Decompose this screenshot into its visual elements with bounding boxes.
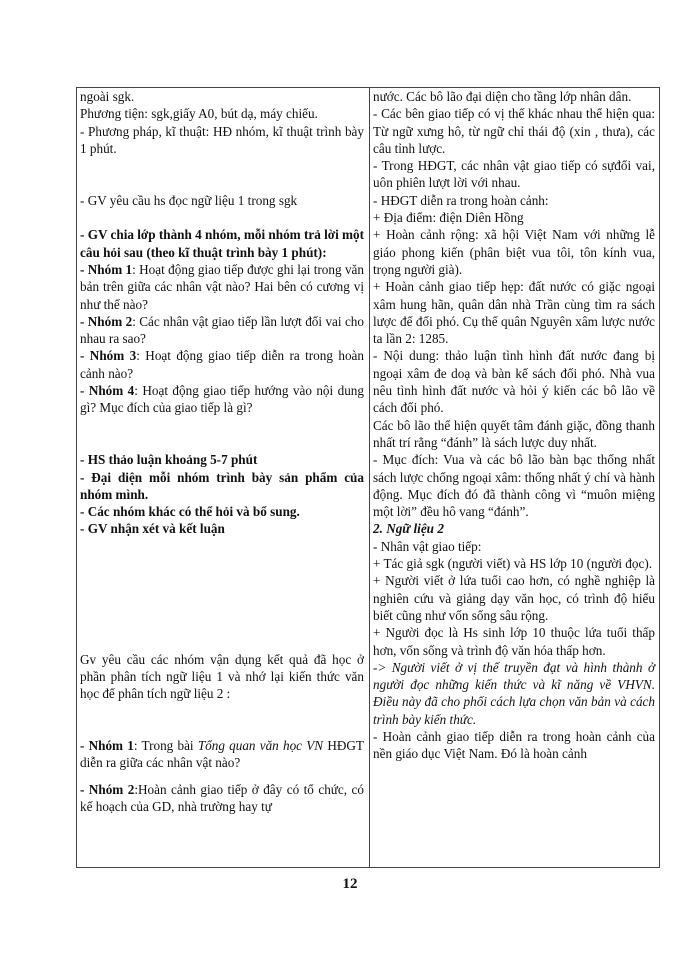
paragraph: - Nội dung: thảo luận tình hình đất nước đang bị ngoại xâm đe doạ và bàn kế sách đối phó. Nhà vua nêu tình hình đất nước và hỏi ý kiến các bô lão về cách đối phó. (373, 348, 655, 416)
paragraph: ngoài sgk. (80, 89, 135, 104)
paragraph: nước. Các bô lão đại diện cho tầng lớp nhân dân. (373, 89, 632, 104)
group-question: - Nhóm 3: Hoạt động giao tiếp diễn ra trong hoàn cảnh nào? (80, 348, 364, 381)
group-label: - Nhóm 2 (80, 313, 133, 329)
group-label: - Nhóm 1 (80, 261, 133, 277)
column-divider (369, 88, 370, 867)
lesson-table (76, 87, 660, 868)
bold-instruction: - Đại diện mỗi nhóm trình bày sản phẩm của nhóm mình. (80, 469, 364, 502)
paragraph: - Trong HĐGT, các nhân vật giao tiếp có sựđổi vai, uôn phiên lượt lời với nhau. (373, 158, 655, 191)
paragraph: - GV yêu cầu hs đọc ngữ liệu 1 trong sgk (80, 192, 298, 208)
group-label: - Nhóm 2 (80, 781, 135, 797)
group-question: - Nhóm 2:Hoàn cảnh giao tiếp ở đây có tổ chức, có kế hoạch của GD, nhà trường hay tự (80, 781, 364, 814)
group-question: - Nhóm 2: Các nhân vật giao tiếp lần lượt đổi vai cho nhau ra sao? (80, 313, 364, 347)
paragraph: - Nhân vật giao tiếp: (373, 538, 482, 554)
paragraph: + Hoàn cảnh giao tiếp hẹp: đất nước có giặc ngoại xâm hung hãn, quân dân nhà Trần cùng tìm ra sách lược để đối phó. Cụ thể quân Nguyên xâm lược nước ta lần 2: 1285. (373, 279, 655, 347)
paragraph: + Người viết ở lứa tuổi cao hơn, có nghề nghiệp là nghiên cứu và giảng dạy văn học, có trình độ hiểu biết cũng như vốn sống sâu rộng. (373, 573, 655, 623)
paragraph: Phương tiện: sgk,giấy A0, bút dạ, máy chiếu. (80, 106, 318, 122)
conclusion-paragraph: -> Người viết ở vị thế truyền đạt và hình thành ở người đọc những kiến thức và kĩ năng về VHVN. Điều này đã cho phối cách lựa chọn văn bản và cách trình bày kiến thức. (373, 659, 655, 727)
paragraph: + Địa điểm: điện Diên Hồng (373, 210, 524, 226)
group-question: - Nhóm 1: Hoạt động giao tiếp được ghi lại trong văn bản trên giữa các nhân vật nào? Hai bên có cương vị như thế nào? (80, 261, 364, 312)
paragraph: Gv yêu cầu các nhóm vận dụng kết quả đã học ở phần phân tích ngữ liệu 1 và nhớ lại kiến thức văn học để phân tích ngữ liệu 2 : (80, 651, 364, 702)
section-heading: 2. Ngữ liệu 2 (373, 521, 444, 537)
group-label: - Nhóm 4 (80, 383, 135, 399)
bold-instruction: - HS thảo luận khoảng 5-7 phút (80, 452, 258, 468)
lesson-title: Tổng quan văn học VN (197, 737, 324, 753)
paragraph: - Hoàn cảnh giao tiếp diễn ra trong hoàn cảnh của nền giáo dục Việt Nam. Đó là hoàn cảnh (373, 728, 655, 762)
content-column (373, 88, 655, 763)
paragraph: + Người đọc là Hs sinh lớp 10 thuộc lứa tuổi thấp hơn, vốn sống và trình độ văn hóa thấp hơn. (373, 625, 655, 658)
bold-instruction: - GV nhận xét và kết luận (80, 521, 225, 537)
bold-instruction: - GV chia lớp thành 4 nhóm, mỗi nhóm trả lời một câu hỏi sau (theo kĩ thuật trình bày 1 phút): (80, 227, 365, 260)
paragraph: Các bô lão thể hiện quyết tâm đánh giặc, đồng thanh nhất trí rằng “đánh” là sách lược duy nhất. (373, 417, 655, 450)
teacher-student-activity-column (80, 88, 364, 815)
paragraph: - HĐGT diễn ra trong hoàn cảnh: (373, 192, 549, 208)
page-number: 12 (342, 876, 358, 892)
paragraph: + Hoàn cảnh rộng: xã hội Việt Nam với những lễ giáo phong kiến (phân biệt vua tôi, tôn kính vua, trọng người già). (373, 227, 655, 277)
group-label: - Nhóm 3 (80, 348, 137, 364)
group-label: - Nhóm 1 (80, 737, 134, 753)
paragraph: + Tác giả sgk (người viết) và HS lớp 10 (người đọc). (373, 556, 653, 572)
paragraph: - Các bên giao tiếp có vị thế khác nhau thể hiện qua: Từ ngữ xưng hô, từ ngữ chỉ thái độ (xin , thưa), các câu tỉnh lược. (373, 106, 655, 156)
bold-instruction: - Các nhóm khác có thể hỏi và bổ sung. (80, 504, 300, 520)
group-question: - Nhóm 4: Hoạt động giao tiếp hướng vào nội dung gì? Mục đích của giao tiếp là gì? (80, 383, 364, 416)
group-question: - Nhóm 1: Trong bài Tổng quan văn học VN HĐGT diễn ra giữa các nhân vật nào? (80, 737, 364, 771)
paragraph: - Phương pháp, kĩ thuật: HĐ nhóm, kĩ thuật trình bày 1 phút. (80, 123, 364, 156)
paragraph: - Mục đích: Vua và các bô lão bàn bạc thống nhất sách lược chống ngoại xâm: thống nhất ý chí và hành động. Mục đích đó đã thành công vì “muôn miệng một lời” đều hô vang “đánh”. (373, 452, 655, 520)
